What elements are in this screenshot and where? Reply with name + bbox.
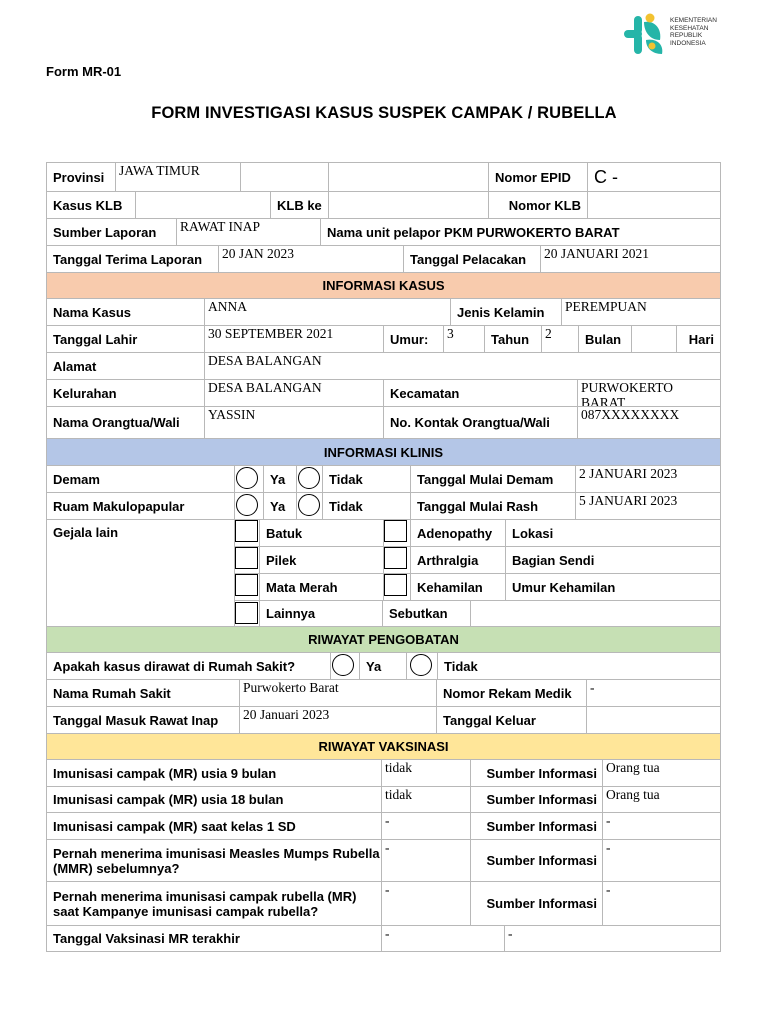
tgl-keluar-label: Tanggal Keluar — [436, 706, 587, 734]
kontak-field[interactable]: 087XXXXXXXX — [577, 406, 721, 439]
orangtua-label: Nama Orangtua/Wali — [46, 406, 205, 439]
jenis-kelamin-label: Jenis Kelamin — [450, 298, 562, 326]
riwayat-pengobatan-heading: RIWAYAT PENGOBATAN — [46, 626, 721, 653]
sumber-label-2: Sumber Informasi — [470, 786, 603, 813]
form-title: FORM INVESTIGASI KASUS SUSPEK CAMPAK / RUBELLA — [151, 104, 617, 122]
rs-field[interactable]: Purwokerto Barat — [239, 679, 437, 707]
ruam-tidak-radio[interactable] — [298, 494, 320, 516]
demam-tidak-radio[interactable] — [298, 467, 320, 489]
pilek-label: Pilek — [259, 546, 384, 574]
batuk-checkbox[interactable] — [235, 520, 258, 542]
vaksin-label-5: Pernah menerima imunisasi campak rubella (MR) saat Kampanye imunisasi campak rubella? — [46, 881, 382, 926]
tahun-label: Tahun — [484, 325, 542, 353]
tanggal-lahir-field[interactable]: 30 SEPTEMBER 2021 — [204, 325, 384, 353]
logo-line: REPUBLIK — [670, 32, 703, 39]
provinsi-extra-field[interactable] — [240, 162, 329, 192]
mata-merah-checkbox[interactable] — [235, 574, 258, 596]
sumber-value-3[interactable]: - — [602, 812, 721, 840]
bagian-sendi-label: Bagian Sendi — [505, 546, 721, 574]
sebutkan-field[interactable] — [470, 600, 721, 627]
tgl-terima-field[interactable]: 20 JAN 2023 — [218, 245, 404, 273]
adenopathy-label: Adenopathy — [410, 519, 506, 547]
demam-ya-radio[interactable] — [236, 467, 258, 489]
sumber-label-5: Sumber Informasi — [470, 881, 603, 926]
tgl-keluar-field[interactable] — [586, 706, 721, 734]
lokasi-label: Lokasi — [505, 519, 721, 547]
kelurahan-field[interactable]: DESA BALANGAN — [204, 379, 384, 407]
logo-line: KESEHATAN — [670, 24, 709, 32]
pilek-checkbox[interactable] — [235, 547, 258, 569]
lainnya-checkbox[interactable] — [235, 602, 258, 624]
sumber-value-2[interactable]: Orang tua — [602, 786, 721, 813]
kecamatan-field[interactable]: PURWOKERTO BARAT — [577, 379, 721, 407]
umur-tahun-field[interactable]: 3 — [443, 325, 485, 353]
kehamilan-label: Kehamilan — [410, 573, 506, 601]
form-code: Form MR-01 — [46, 64, 122, 79]
provinsi-field[interactable]: JAWA TIMUR — [115, 162, 241, 192]
kasus-klb-field[interactable] — [135, 191, 271, 219]
tgl-pelacakan-field[interactable]: 20 JANUARI 2021 — [540, 245, 721, 273]
kontak-label: No. Kontak Orangtua/Wali — [383, 406, 578, 439]
demam-tidak-label: Tidak — [322, 465, 411, 493]
kasus-klb-label: Kasus KLB — [46, 191, 136, 219]
nomor-epid-label: Nomor EPID — [488, 162, 588, 192]
vaksin-value-5[interactable]: - — [381, 881, 471, 926]
sebutkan-label: Sebutkan — [382, 600, 471, 627]
vaksin-value-3[interactable]: - — [381, 812, 471, 840]
kelurahan-label: Kelurahan — [46, 379, 205, 407]
vaksin-label-3: Imunisasi campak (MR) saat kelas 1 SD — [46, 812, 382, 840]
lainnya-label: Lainnya — [259, 600, 383, 627]
dirawat-ya-radio[interactable] — [332, 654, 354, 676]
bulan-label: Bulan — [578, 325, 632, 353]
ruam-tidak-label: Tidak — [322, 492, 411, 520]
umur-kehamilan-label: Umur Kehamilan — [505, 573, 721, 601]
kehamilan-checkbox[interactable] — [384, 574, 407, 596]
sumber-value-1[interactable]: Orang tua — [602, 759, 721, 787]
vaksin-label-1: Imunisasi campak (MR) usia 9 bulan — [46, 759, 382, 787]
umur-hari-field[interactable] — [631, 325, 677, 353]
unit-pelapor-label: Nama unit pelapor PKM PURWOKERTO BARAT — [320, 218, 721, 246]
dirawat-tidak-label: Tidak — [437, 652, 721, 680]
sumber-laporan-label: Sumber Laporan — [46, 218, 177, 246]
sumber-value-5[interactable]: - — [602, 881, 721, 926]
rekam-medik-label: Nomor Rekam Medik — [436, 679, 587, 707]
ruam-label: Ruam Makulopapular — [46, 492, 235, 520]
ruam-ya-label: Ya — [263, 492, 297, 520]
tgl-masuk-field[interactable]: 20 Januari 2023 — [239, 706, 437, 734]
nama-kasus-field[interactable]: ANNA — [204, 298, 451, 326]
nama-kasus-label: Nama Kasus — [46, 298, 205, 326]
logo-line: INDONESIA — [670, 39, 706, 47]
demam-ya-label: Ya — [263, 465, 297, 493]
tgl-demam-field[interactable]: 2 JANUARI 2023 — [575, 465, 721, 493]
sumber-laporan-field[interactable]: RAWAT INAP — [176, 218, 321, 246]
tgl-vaksin-terakhir-label: Tanggal Vaksinasi MR terakhir — [46, 925, 382, 952]
sumber-label-1: Sumber Informasi — [470, 759, 603, 787]
ruam-ya-radio[interactable] — [236, 494, 258, 516]
informasi-kasus-heading: INFORMASI KASUS — [46, 272, 721, 299]
tgl-masuk-label: Tanggal Masuk Rawat Inap — [46, 706, 240, 734]
hari-label: Hari — [676, 325, 721, 353]
dirawat-label: Apakah kasus dirawat di Rumah Sakit? — [46, 652, 331, 680]
adenopathy-checkbox[interactable] — [384, 520, 407, 542]
dirawat-tidak-radio[interactable] — [410, 654, 432, 676]
sumber-value-4[interactable]: - — [602, 839, 721, 882]
rekam-medik-field[interactable]: - — [586, 679, 721, 707]
vaksin-label-4: Pernah menerima imunisasi Measles Mumps Rubella (MMR) sebelumnya? — [46, 839, 382, 882]
klb-ke-field[interactable] — [328, 191, 489, 219]
tgl-rash-field[interactable]: 5 JANUARI 2023 — [575, 492, 721, 520]
demam-label: Demam — [46, 465, 235, 493]
tgl-demam-label: Tanggal Mulai Demam — [410, 465, 576, 493]
batuk-label: Batuk — [259, 519, 384, 547]
nomor-epid-field[interactable]: C - — [587, 162, 721, 192]
rs-label: Nama Rumah Sakit — [46, 679, 240, 707]
klb-ke-label: KLB ke — [270, 191, 329, 219]
vaksin-value-2[interactable]: tidak — [381, 786, 471, 813]
vaksin-label-2: Imunisasi campak (MR) usia 18 bulan — [46, 786, 382, 813]
umur-label: Umur: — [383, 325, 444, 353]
tgl-pelacakan-label: Tanggal Pelacakan — [403, 245, 541, 273]
informasi-klinis-heading: INFORMASI KLINIS — [46, 438, 721, 466]
kecamatan-label: Kecamatan — [383, 379, 578, 407]
vaksin-value-4[interactable]: - — [381, 839, 471, 882]
dirawat-ya-label: Ya — [359, 652, 407, 680]
logo-line: KEMENTERIAN — [670, 17, 717, 24]
blank-field[interactable] — [328, 162, 489, 192]
nomor-klb-field[interactable] — [587, 191, 721, 219]
vaksin-value-1[interactable]: tidak — [381, 759, 471, 787]
tgl-terima-label: Tanggal Terima Laporan — [46, 245, 219, 273]
alamat-field[interactable]: DESA BALANGAN — [204, 352, 721, 380]
tgl-rash-label: Tanggal Mulai Rash — [410, 492, 576, 520]
arthralgia-label: Arthralgia — [410, 546, 506, 574]
sumber-label-3: Sumber Informasi — [470, 812, 603, 840]
sumber-label-4: Sumber Informasi — [470, 839, 603, 882]
alamat-label: Alamat — [46, 352, 205, 380]
orangtua-field[interactable]: YASSIN — [204, 406, 384, 439]
riwayat-vaksinasi-heading: RIWAYAT VAKSINASI — [46, 733, 721, 760]
provinsi-label: Provinsi — [46, 162, 116, 192]
arthralgia-checkbox[interactable] — [384, 547, 407, 569]
tgl-vaksin-terakhir-extra[interactable]: - — [504, 925, 721, 952]
umur-bulan-field[interactable]: 2 — [541, 325, 579, 353]
mata-merah-label: Mata Merah — [259, 573, 384, 601]
tanggal-lahir-label: Tanggal Lahir — [46, 325, 205, 353]
gejala-lain-label: Gejala lain — [46, 519, 235, 627]
tgl-vaksin-terakhir-field[interactable]: - — [381, 925, 505, 952]
nomor-klb-label: Nomor KLB — [488, 191, 588, 219]
jenis-kelamin-field[interactable]: PEREMPUAN — [561, 298, 721, 326]
